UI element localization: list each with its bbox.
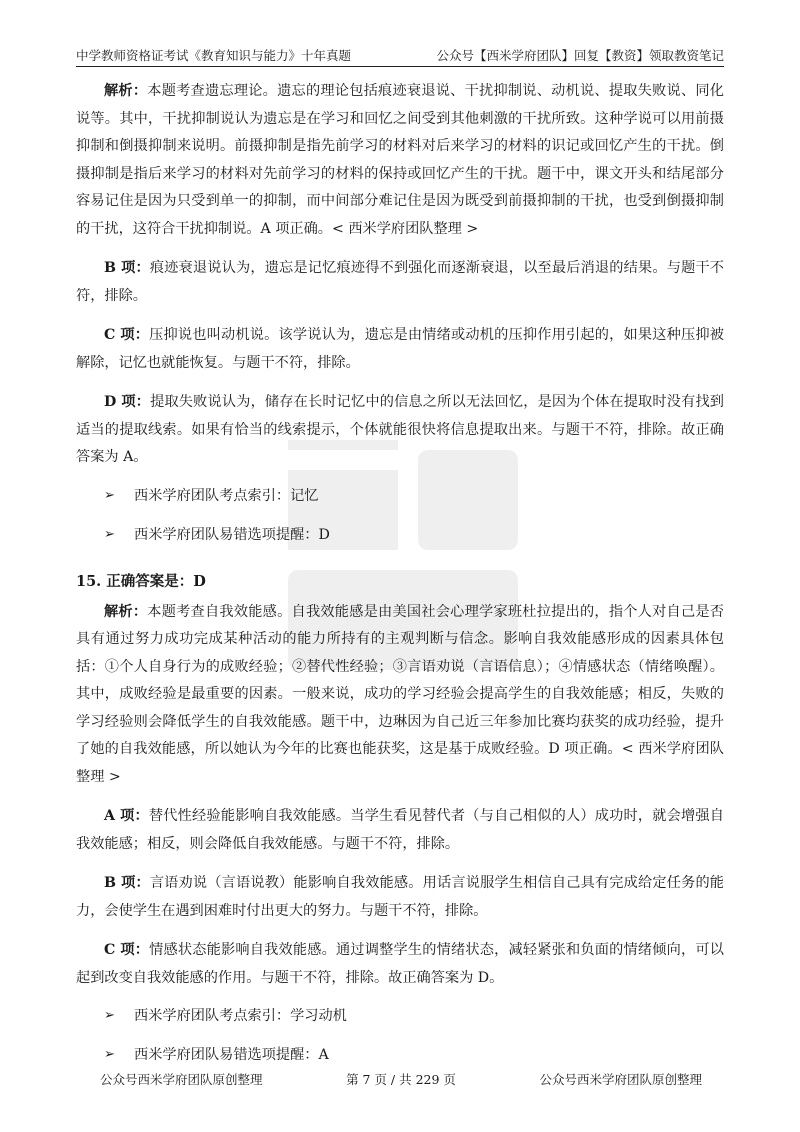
arrow-bullet-icon: ➢ <box>104 526 115 542</box>
page-content <box>76 78 724 1082</box>
q15-bullet-2 <box>76 1043 724 1067</box>
q14-b-text: 痕迹衰退说认为，遗忘是记忆痕迹得不到强化而逐渐衰退，以至最后消退的结果。与题干不符，排除。 <box>76 260 724 304</box>
page-header <box>76 40 724 67</box>
arrow-bullet-icon: ➢ <box>104 1008 115 1023</box>
q14-bullet-1-text: 西米学府团队考点索引：记忆 <box>134 487 319 504</box>
q14-option-d <box>76 389 724 472</box>
q14-analysis <box>76 78 724 243</box>
q15-b-label: B 项： <box>104 875 150 891</box>
q14-d-label: D 项： <box>104 394 151 410</box>
q15-option-c <box>76 937 724 992</box>
q14-analysis-label: 解析： <box>104 83 148 99</box>
q14-option-c <box>76 322 724 377</box>
footer-left: 公众号西米学府团队原创整理 <box>100 1072 263 1087</box>
q14-bullet-2-text: 西米学府团队易错选项提醒：D <box>134 526 330 543</box>
header-left: 中学教师资格证考试《教育知识与能力》十年真题 <box>76 48 352 63</box>
arrow-bullet-icon: ➢ <box>104 487 115 503</box>
q14-bullet-2 <box>76 523 724 547</box>
q15-analysis-text: 本题考查自我效能感。自我效能感是由美国社会心理学家班杜拉提出的，指个人对自己是否具有通过努力成功完成某种活动的能力所持有的主观判断与信念。影响自我效能感形成的因素具体包括：①个人自身行为的成败经验；②替代性经验；③言语劝说（言语信息）；④情感状态（情绪唤醒）。其中，成败经验是最重要的因素。一般来说，成功的学习经验会提高学生的自我效能感；相反，失败的学习经验则会降低学生的自我效能感。题干中，边琳因为自己近三年参加比赛均获奖的成功经验，提升了她的自我效能感，所以她认为今年的比赛也能获奖，这是基于成败经验。D 项正确。< 西米学府团队整理 > <box>76 603 724 785</box>
q15-b-text: 言语劝说（言语说教）能影响自我效能感。用话言说服学生相信自己具有完成给定任务的能力，会使学生在遇到困难时付出更大的努力。与题干不符，排除。 <box>76 875 724 919</box>
q15-bullet-1 <box>76 1004 724 1028</box>
q14-c-label: C 项： <box>104 327 150 343</box>
page-number: 第 7 页 / 共 229 页 <box>346 1072 456 1087</box>
q14-c-text: 压抑说也叫动机说。该学说认为，遗忘是由情绪或动机的压抑作用引起的，如果这种压抑被解除，记忆也就能恢复。与题干不符，排除。 <box>76 327 724 371</box>
q15-bullet-1-text: 西米学府团队考点索引：学习动机 <box>134 1008 347 1024</box>
q15-option-b <box>76 870 724 925</box>
q14-b-label: B 项： <box>104 260 150 276</box>
q15-analysis <box>76 599 724 792</box>
q14-bullet-1 <box>76 484 724 508</box>
q15-c-label: C 项： <box>104 942 150 958</box>
q15-a-text: 替代性经验能影响自我效能感。当学生看见替代者（与自己相似的人）成功时，就会增强自我效能感；相反，则会降低自我效能感。与题干不符，排除。 <box>76 808 724 852</box>
q15-c-text: 情感状态能影响自我效能感。通过调整学生的情绪状态，减轻紧张和负面的情绪倾向，可以起到改变自我效能感的作用。与题干不符，排除。故正确答案为 D。 <box>76 942 724 986</box>
page-footer <box>100 1070 702 1090</box>
footer-right: 公众号西米学府团队原创整理 <box>539 1072 702 1087</box>
q15-bullet-2-text: 西米学府团队易错选项提醒：A <box>134 1047 329 1063</box>
arrow-bullet-icon: ➢ <box>104 1047 115 1062</box>
q14-option-b <box>76 255 724 310</box>
q14-analysis-text: 本题考查遗忘理论。遗忘的理论包括痕迹衰退说、干扰抑制说、动机说、提取失败说、同化说等。其中，干扰抑制说认为遗忘是在学习和回忆之间受到其他刺激的干扰所致。这种学说可以用前摄抑制和倒摄抑制来说明。前摄抑制是指先前学习的材料对后来学习的材料的识记或回忆产生的干扰。倒摄抑制是指后来学习的材料对先前学习的材料的保持或回忆产生的干扰。题干中，课文开头和结尾部分容易记住是因为只受到单一的抑制，而中间部分难记住是因为既受到前摄抑制的干扰，也受到倒摄抑制的干扰，这符合干扰抑制说。A 项正确。< 西米学府团队整理 > <box>76 83 724 237</box>
q15-analysis-label: 解析： <box>104 603 148 620</box>
q15-a-label: A 项： <box>104 808 149 824</box>
header-right: 公众号【西米学府团队】回复【教资】领取教资笔记 <box>436 48 724 63</box>
q14-d-text: 提取失败说认为，储存在长时记忆中的信息之所以无法回忆，是因为个体在提取时没有找到适当的提取线索。如果有恰当的线索提示，个体就能很快将信息提取出来。与题干不符，排除。故正确答案为 A。 <box>76 394 724 465</box>
q15-option-a <box>76 803 724 858</box>
q15-heading: 15. 正确答案是：D <box>76 572 206 590</box>
